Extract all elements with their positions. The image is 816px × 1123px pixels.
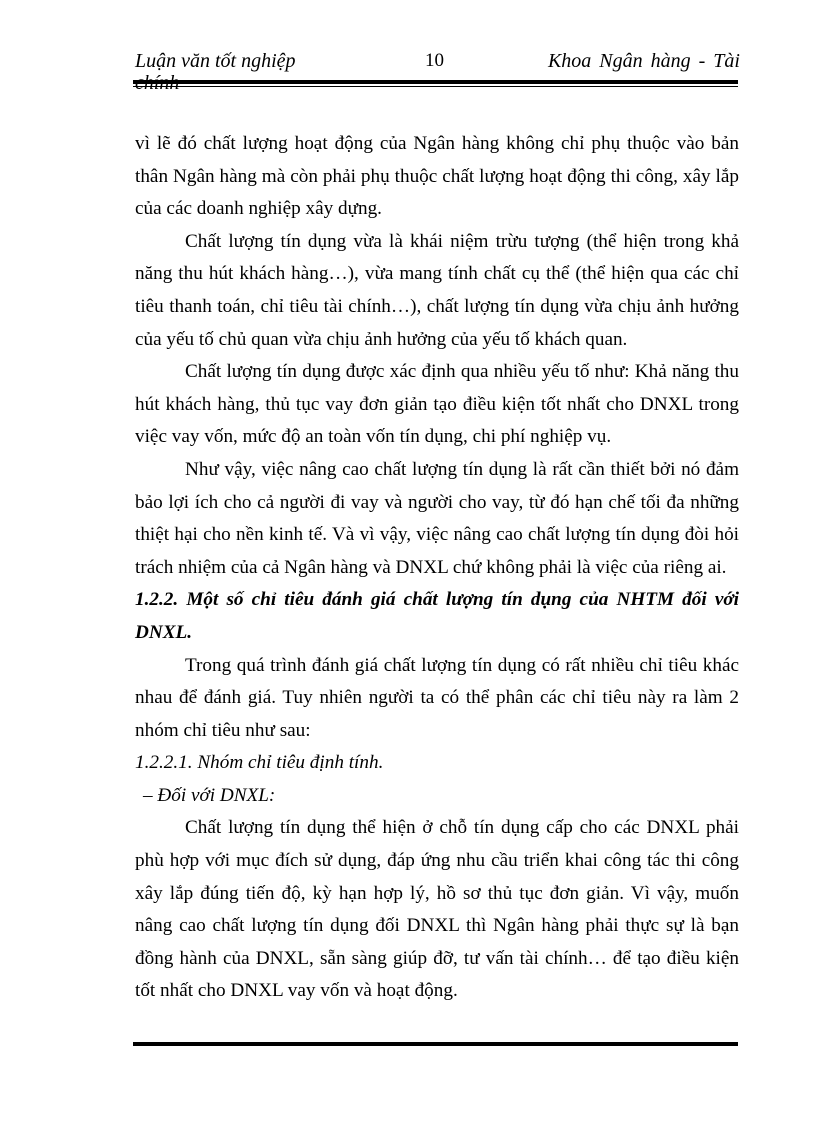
header-rule-thin — [133, 86, 738, 87]
header-thesis-title: Luận văn tốt nghiệp — [135, 50, 296, 72]
body-text — [135, 128, 739, 1008]
section-heading-1-2-2: 1.2.2. Một số chỉ tiêu đánh giá chất lượng tín dụng của NHTM đối với DNXL. — [135, 589, 739, 643]
dash-item-dnxl: – Đối với DNXL: — [143, 784, 276, 806]
paragraph-2: Chất lượng tín dụng vừa là khái niệm trừu tượng (thể hiện trong khả năng thu hút khách hàng…), vừa mang tính chất cụ thể (thể hiện qua các chỉ tiêu thanh toán, chỉ tiêu tài chính…), chất lượng tín dụng vừa chịu ảnh hưởng của yếu tố chủ quan vừa chịu ảnh hưởng của yếu tố khách quan. — [135, 230, 739, 350]
header-faculty: Khoa Ngân hàng - Tài — [547, 50, 740, 72]
paragraph-5: Trong quá trình đánh giá chất lượng tín dụng có rất nhiều chỉ tiêu khác nhau để đánh giá. Tuy nhiên người ta có thể phân các chỉ tiêu này ra làm 2 nhóm chỉ tiêu như sau: — [135, 654, 739, 741]
footer-rule — [133, 1042, 738, 1046]
page-number: 10 — [425, 50, 444, 71]
paragraph-3: Chất lượng tín dụng được xác định qua nhiều yếu tố như: Khả năng thu hút khách hàng, thủ tục vay đơn giản tạo điều kiện tốt nhất cho DNXL trong việc vay vốn, mức độ an toàn vốn tín dụng, chi phí nghiệp vụ. — [135, 361, 739, 448]
header-rule-thick — [133, 80, 738, 84]
paragraph-6: Chất lượng tín dụng thể hiện ở chỗ tín dụng cấp cho các DNXL phải phù hợp với mục đích sử dụng, đáp ứng nhu cầu triển khai công tác thi công xây lắp đúng tiến độ, kỳ hạn hợp lý, hồ sơ thủ tục đơn giản. Vì vậy, muốn nâng cao chất lượng tín dụng đối DNXL thì Ngân hàng phải thực sự là bạn đồng hành của DNXL, sẵn sàng giúp đỡ, tư vấn tài chính… để tạo điều kiện tốt nhất cho DNXL vay vốn và hoạt động. — [135, 817, 739, 1002]
paragraph-4: Như vậy, việc nâng cao chất lượng tín dụng là rất cần thiết bởi nó đảm bảo lợi ích cho cả người đi vay và người cho vay, từ đó hạn chế tối đa những thiệt hại cho nền kinh tế. Và vì vậy, việc nâng cao chất lượng tín dụng đòi hỏi trách nhiệm của cả Ngân hàng và DNXL chứ không phải là việc của riêng ai. — [135, 458, 739, 578]
page-header — [135, 48, 740, 82]
subsection-heading-1-2-2-1: 1.2.2.1. Nhóm chỉ tiêu định tính. — [135, 752, 384, 774]
paragraph-1: vì lẽ đó chất lượng hoạt động của Ngân hàng không chỉ phụ thuộc vào bản thân Ngân hàng mà còn phải phụ thuộc chất lượng hoạt động thi công, xây lắp của các doanh nghiệp xây dựng. — [135, 133, 739, 220]
